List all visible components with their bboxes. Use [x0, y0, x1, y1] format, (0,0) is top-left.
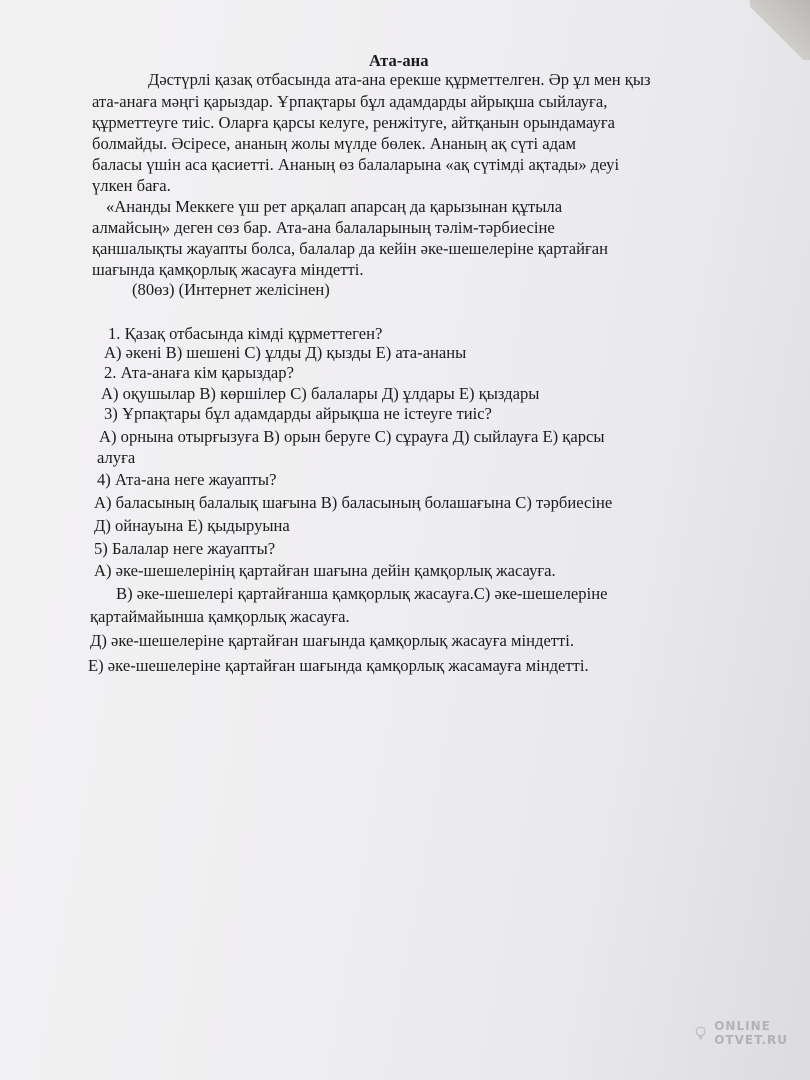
answer-options: А) оқушылар В) көршілер С) балалары Д) ұлдары Е) қыздары	[101, 384, 540, 403]
passage-line: «Ананды Меккеге үш рет арқалап апарсаң да қарызынан құтыла	[106, 197, 563, 216]
answer-options: қартаймайынша қамқорлық жасауға.	[90, 607, 350, 626]
passage-line: алмайсың» деген сөз бар. Ата-ана балаларының тәлім-тәрбиесіне	[92, 218, 555, 237]
source-note: (80өз) (Интернет желісінен)	[132, 280, 330, 299]
answer-options: Д) әке-шешелеріне қартайған шағында қамқорлық жасауға міндетті.	[90, 631, 575, 650]
answer-options: А) баласының балалық шағына В) баласының болашағына С) тәрбиесіне	[94, 493, 613, 512]
watermark-line: OTVET.RU	[714, 1033, 788, 1047]
passage-line: ата-анаға мәңгі қарыздар. Ұрпақтары бұл адамдарды айрықша сыйлауға,	[92, 92, 608, 111]
answer-options: Е) әке-шешелеріне қартайған шағында қамқорлық жасамауға міндетті.	[88, 656, 589, 675]
passage-line: шағында қамқорлық жасауға міндетті.	[92, 260, 364, 279]
answer-options: А) әкені В) шешені С) ұлды Д) қызды Е) ата-ананы	[104, 343, 467, 362]
passage-line: қаншалықты жауапты болса, балалар да кейін әке-шешелеріне қартайған	[92, 239, 609, 258]
watermark-line: ONLINE	[714, 1019, 771, 1033]
passage-line: құрметтеуге тиіс. Оларға қарсы келуге, ренжітуге, айтқанын орындамауға	[92, 113, 615, 132]
question: 4) Ата-ана неге жауапты?	[97, 470, 277, 489]
answer-options: алуға	[97, 448, 136, 467]
passage-line: болмайды. Әсіресе, ананың жолы мүлде бөлек. Ананың ақ сүті адам	[92, 134, 576, 153]
answer-options: Д) ойнауына Е) қыдыруына	[94, 516, 290, 535]
question: 1. Қазақ отбасында кімді құрметтеген?	[108, 324, 383, 343]
question: 5) Балалар неге жауапты?	[94, 539, 276, 558]
passage-line: үлкен баға.	[92, 176, 171, 195]
question: 3) Ұрпақтары бұл адамдарды айрықша не істеуге тиіс?	[104, 404, 492, 423]
passage-line: Дәстүрлі қазақ отбасында ата-ана ерекше құрметтелген. Әр ұл мен қыз	[148, 70, 651, 89]
lightbulb-icon	[693, 1019, 708, 1047]
answer-options: В) әке-шешелері қартайғанша қамқорлық жасауға.С) әке-шешелеріне	[116, 584, 608, 603]
question: 2. Ата-анаға кім қарыздар?	[104, 363, 294, 382]
answer-options: А) орнына отырғызуға В) орын беруге С) сұрауға Д) сыйлауға Е) қарсы	[99, 427, 605, 446]
watermark-text	[714, 1019, 788, 1047]
watermark	[693, 1012, 788, 1054]
passage-line: баласы үшін аса қасиетті. Ананың өз балаларына «ақ сүтімді ақтады» деуі	[92, 155, 620, 174]
document-title: Ата-ана	[369, 51, 429, 70]
answer-options: А) әке-шешелерінің қартайған шағына дейін қамқорлық жасауға.	[94, 561, 556, 580]
